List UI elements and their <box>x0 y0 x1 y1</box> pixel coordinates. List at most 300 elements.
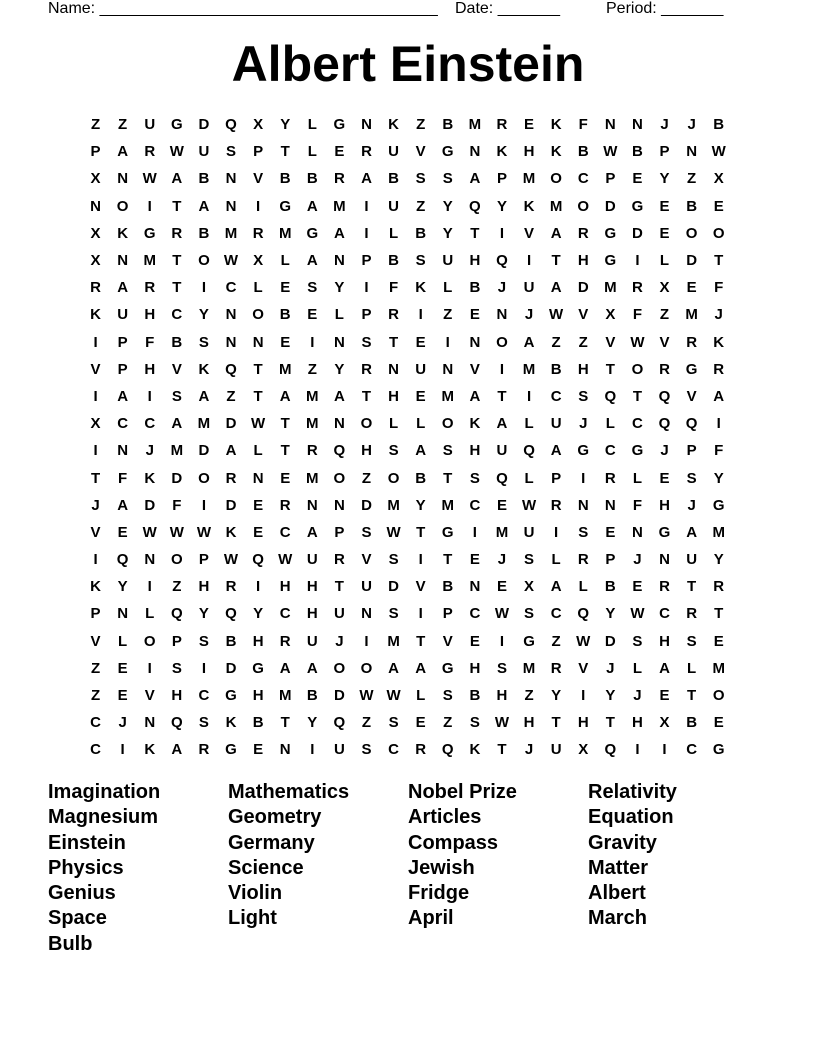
grid-letter[interactable]: K <box>550 116 562 134</box>
grid-letter[interactable]: R <box>550 659 562 677</box>
grid-letter[interactable]: U <box>306 551 318 569</box>
grid-letter[interactable]: A <box>306 197 318 215</box>
grid-letter[interactable]: P <box>198 551 209 569</box>
grid-letter[interactable]: P <box>551 469 562 487</box>
grid-letter[interactable]: B <box>442 116 454 134</box>
grid-letter[interactable]: S <box>442 687 453 705</box>
grid-letter[interactable]: M <box>278 687 292 705</box>
grid-letter[interactable]: T <box>497 387 507 405</box>
grid-letter[interactable]: U <box>550 415 562 433</box>
grid-letter[interactable]: A <box>713 387 725 405</box>
grid-letter[interactable]: Y <box>415 496 426 514</box>
grid-letter[interactable]: A <box>469 170 481 188</box>
grid-letter[interactable]: V <box>415 578 426 596</box>
grid-letter[interactable]: O <box>333 659 346 677</box>
grid-letter[interactable]: D <box>171 469 183 487</box>
grid-letter[interactable]: M <box>549 197 563 215</box>
grid-letter[interactable]: Y <box>198 306 209 324</box>
grid-letter[interactable]: Y <box>280 116 291 134</box>
grid-letter[interactable]: H <box>306 578 318 596</box>
grid-letter[interactable]: T <box>280 714 290 732</box>
grid-letter[interactable]: Q <box>685 415 698 433</box>
grid-letter[interactable]: R <box>252 224 264 242</box>
grid-letter[interactable]: H <box>252 687 264 705</box>
grid-letter[interactable]: R <box>496 116 508 134</box>
grid-letter[interactable]: Q <box>170 605 183 623</box>
grid-letter[interactable]: Z <box>443 714 453 732</box>
grid-letter[interactable]: L <box>388 415 399 433</box>
grid-letter[interactable]: N <box>604 496 616 514</box>
grid-letter[interactable]: G <box>712 741 725 759</box>
grid-letter[interactable]: T <box>172 197 182 215</box>
grid-letter[interactable]: P <box>90 143 101 161</box>
grid-letter[interactable]: U <box>361 578 372 596</box>
grid-letter[interactable]: F <box>388 279 399 297</box>
grid-letter[interactable]: A <box>117 496 129 514</box>
grid-letter[interactable]: J <box>660 116 669 134</box>
grid-letter[interactable]: I <box>554 523 559 541</box>
grid-letter[interactable]: S <box>361 333 372 351</box>
grid-letter[interactable]: A <box>523 333 535 351</box>
grid-letter[interactable]: I <box>93 551 98 569</box>
grid-letter[interactable]: G <box>604 224 617 242</box>
grid-letter[interactable]: O <box>712 224 725 242</box>
grid-letter[interactable]: B <box>225 632 237 650</box>
grid-letter[interactable]: Q <box>170 714 183 732</box>
grid-letter[interactable]: X <box>90 252 101 270</box>
grid-letter[interactable]: P <box>334 523 345 541</box>
grid-letter[interactable]: V <box>90 360 101 378</box>
grid-letter[interactable]: T <box>280 415 290 433</box>
grid-letter[interactable]: B <box>550 360 562 378</box>
grid-letter[interactable]: R <box>361 360 372 378</box>
grid-letter[interactable]: O <box>198 469 210 487</box>
grid-letter[interactable]: U <box>117 306 129 324</box>
grid-letter[interactable]: F <box>632 496 642 514</box>
grid-letter[interactable]: I <box>472 523 477 541</box>
grid-letter[interactable]: O <box>712 687 725 705</box>
grid-letter[interactable]: D <box>686 252 698 270</box>
grid-letter[interactable]: L <box>443 279 453 297</box>
grid-letter[interactable]: S <box>415 170 426 188</box>
grid-letter[interactable]: V <box>90 523 101 541</box>
grid-letter[interactable]: H <box>469 442 481 460</box>
grid-letter[interactable]: R <box>361 143 372 161</box>
grid-letter[interactable]: A <box>550 224 562 242</box>
grid-letter[interactable]: E <box>632 578 643 596</box>
grid-letter[interactable]: X <box>90 415 101 433</box>
grid-letter[interactable]: T <box>361 387 372 405</box>
grid-letter[interactable]: M <box>522 170 536 188</box>
grid-letter[interactable]: I <box>716 415 721 433</box>
grid-letter[interactable]: U <box>442 252 454 270</box>
grid-letter[interactable]: W <box>169 143 184 161</box>
grid-letter[interactable]: I <box>93 442 98 460</box>
grid-letter[interactable]: D <box>225 659 237 677</box>
grid-letter[interactable]: M <box>197 415 211 433</box>
grid-letter[interactable]: W <box>494 714 510 732</box>
grid-letter[interactable]: I <box>418 605 423 623</box>
grid-letter[interactable]: U <box>388 197 399 215</box>
grid-letter[interactable]: S <box>198 632 209 650</box>
grid-letter[interactable]: K <box>144 469 156 487</box>
grid-letter[interactable]: S <box>361 741 372 759</box>
grid-letter[interactable]: J <box>497 279 507 297</box>
grid-letter[interactable]: M <box>712 659 725 677</box>
grid-letter[interactable]: G <box>685 360 698 378</box>
grid-letter[interactable]: Z <box>551 632 561 650</box>
grid-letter[interactable]: I <box>499 224 505 242</box>
grid-letter[interactable]: L <box>253 442 263 460</box>
grid-letter[interactable]: Q <box>441 741 454 759</box>
grid-letter[interactable]: U <box>333 605 345 623</box>
grid-letter[interactable]: U <box>523 279 535 297</box>
grid-letter[interactable]: L <box>280 252 290 270</box>
grid-letter[interactable]: W <box>223 252 239 270</box>
grid-letter[interactable]: P <box>361 306 372 324</box>
grid-letter[interactable]: N <box>604 116 616 134</box>
grid-letter[interactable]: M <box>278 224 292 242</box>
grid-letter[interactable]: U <box>686 551 698 569</box>
grid-letter[interactable]: T <box>443 551 453 569</box>
grid-letter[interactable]: Z <box>687 170 697 188</box>
grid-letter[interactable]: D <box>333 687 345 705</box>
grid-letter[interactable]: V <box>659 333 670 351</box>
grid-letter[interactable]: O <box>333 469 346 487</box>
grid-letter[interactable]: I <box>147 197 152 215</box>
grid-letter[interactable]: K <box>713 333 725 351</box>
grid-letter[interactable]: W <box>386 687 401 705</box>
grid-letter[interactable]: F <box>578 116 588 134</box>
grid-letter[interactable]: M <box>604 279 617 297</box>
grid-letter[interactable]: R <box>333 551 345 569</box>
grid-letter[interactable]: N <box>117 170 129 188</box>
grid-letter[interactable]: G <box>333 116 346 134</box>
grid-letter[interactable]: N <box>333 415 345 433</box>
grid-letter[interactable]: A <box>550 442 562 460</box>
grid-letter[interactable]: N <box>225 333 237 351</box>
grid-letter[interactable]: E <box>469 306 480 324</box>
grid-letter[interactable]: Z <box>90 687 101 705</box>
grid-letter[interactable]: P <box>253 143 264 161</box>
grid-letter[interactable]: S <box>415 252 426 270</box>
grid-letter[interactable]: J <box>687 116 696 134</box>
grid-letter[interactable]: G <box>170 116 183 134</box>
grid-letter[interactable]: R <box>225 578 237 596</box>
grid-letter[interactable]: J <box>606 659 615 677</box>
grid-letter[interactable]: K <box>550 143 562 161</box>
grid-letter[interactable]: E <box>659 687 670 705</box>
grid-letter[interactable]: Y <box>198 605 209 623</box>
grid-letter[interactable]: G <box>441 659 454 677</box>
grid-letter[interactable]: Q <box>225 605 237 623</box>
grid-letter[interactable]: C <box>469 605 481 623</box>
grid-letter[interactable]: Z <box>118 116 128 134</box>
grid-letter[interactable]: Y <box>253 605 264 623</box>
grid-letter[interactable]: N <box>279 741 291 759</box>
grid-letter[interactable]: E <box>713 632 724 650</box>
grid-letter[interactable]: E <box>496 496 507 514</box>
grid-letter[interactable]: D <box>632 224 643 242</box>
grid-letter[interactable]: K <box>496 143 508 161</box>
grid-letter[interactable]: W <box>142 523 157 541</box>
grid-letter[interactable]: Q <box>225 360 237 378</box>
grid-letter[interactable]: E <box>415 714 426 732</box>
grid-letter[interactable]: O <box>170 551 183 569</box>
grid-letter[interactable]: F <box>172 496 182 514</box>
grid-letter[interactable]: R <box>659 360 670 378</box>
grid-letter[interactable]: P <box>605 170 616 188</box>
grid-letter[interactable]: A <box>306 523 318 541</box>
grid-letter[interactable]: N <box>225 170 237 188</box>
grid-letter[interactable]: I <box>93 333 98 351</box>
grid-letter[interactable]: R <box>225 469 237 487</box>
grid-letter[interactable]: H <box>496 687 508 705</box>
grid-letter[interactable]: L <box>578 578 588 596</box>
grid-letter[interactable]: K <box>469 741 481 759</box>
grid-letter[interactable]: S <box>198 714 209 732</box>
grid-letter[interactable]: B <box>252 714 264 732</box>
grid-letter[interactable]: C <box>144 415 156 433</box>
grid-letter[interactable]: I <box>120 741 125 759</box>
grid-letter[interactable]: R <box>388 306 399 324</box>
grid-letter[interactable]: J <box>335 632 344 650</box>
grid-letter[interactable]: S <box>361 523 372 541</box>
grid-letter[interactable]: M <box>522 659 536 677</box>
grid-letter[interactable]: R <box>659 578 670 596</box>
grid-letter[interactable]: A <box>388 659 399 677</box>
grid-letter[interactable]: X <box>90 224 101 242</box>
grid-letter[interactable]: N <box>388 360 399 378</box>
grid-letter[interactable]: S <box>469 714 480 732</box>
grid-letter[interactable]: T <box>687 687 697 705</box>
grid-letter[interactable]: N <box>469 578 481 596</box>
grid-letter[interactable]: L <box>632 659 642 677</box>
grid-letter[interactable]: E <box>659 224 670 242</box>
grid-letter[interactable]: C <box>686 741 698 759</box>
grid-letter[interactable]: V <box>686 387 697 405</box>
grid-letter[interactable]: N <box>632 116 643 134</box>
grid-letter[interactable]: E <box>469 632 480 650</box>
grid-letter[interactable]: R <box>279 632 291 650</box>
grid-letter[interactable]: Q <box>333 714 346 732</box>
grid-letter[interactable]: A <box>306 252 318 270</box>
grid-letter[interactable]: E <box>280 333 291 351</box>
grid-letter[interactable]: X <box>659 714 670 732</box>
grid-letter[interactable]: T <box>605 714 615 732</box>
grid-letter[interactable]: K <box>469 415 481 433</box>
grid-letter[interactable]: M <box>333 197 346 215</box>
grid-letter[interactable]: B <box>306 170 318 188</box>
grid-letter[interactable]: I <box>499 360 505 378</box>
grid-letter[interactable]: A <box>225 442 237 460</box>
grid-letter[interactable]: H <box>577 714 589 732</box>
grid-letter[interactable]: C <box>550 605 562 623</box>
grid-letter[interactable]: X <box>524 578 535 596</box>
grid-letter[interactable]: E <box>713 714 724 732</box>
grid-letter[interactable]: P <box>361 252 372 270</box>
grid-letter[interactable]: H <box>198 578 210 596</box>
grid-letter[interactable]: T <box>443 469 453 487</box>
grid-letter[interactable]: W <box>278 551 293 569</box>
grid-letter[interactable]: Q <box>496 252 508 270</box>
grid-letter[interactable]: T <box>632 387 642 405</box>
grid-letter[interactable]: A <box>117 143 129 161</box>
grid-letter[interactable]: S <box>686 632 697 650</box>
grid-letter[interactable]: T <box>416 523 426 541</box>
grid-letter[interactable]: I <box>364 197 369 215</box>
grid-letter[interactable]: Z <box>307 360 317 378</box>
grid-letter[interactable]: U <box>333 741 345 759</box>
grid-letter[interactable]: V <box>90 632 101 650</box>
grid-letter[interactable]: N <box>361 605 372 623</box>
grid-letter[interactable]: I <box>418 306 423 324</box>
grid-letter[interactable]: Z <box>443 306 453 324</box>
grid-letter[interactable]: R <box>279 496 291 514</box>
grid-letter[interactable]: V <box>469 360 480 378</box>
grid-letter[interactable]: Z <box>172 578 182 596</box>
grid-letter[interactable]: H <box>306 605 318 623</box>
grid-letter[interactable]: L <box>253 279 263 297</box>
grid-letter[interactable]: T <box>280 143 290 161</box>
grid-letter[interactable]: S <box>496 659 507 677</box>
grid-letter[interactable]: B <box>415 469 427 487</box>
grid-letter[interactable]: E <box>253 523 264 541</box>
grid-letter[interactable]: S <box>524 551 535 569</box>
grid-letter[interactable]: B <box>604 578 616 596</box>
grid-letter[interactable]: E <box>117 523 128 541</box>
grid-letter[interactable]: I <box>364 279 369 297</box>
grid-letter[interactable]: Y <box>605 605 616 623</box>
grid-letter[interactable]: A <box>117 387 129 405</box>
grid-letter[interactable]: J <box>118 714 127 732</box>
grid-letter[interactable]: A <box>198 387 210 405</box>
grid-letter[interactable]: I <box>526 387 532 405</box>
grid-letter[interactable]: Q <box>496 469 508 487</box>
grid-letter[interactable]: E <box>117 687 128 705</box>
grid-letter[interactable]: C <box>171 306 183 324</box>
grid-letter[interactable]: R <box>90 279 101 297</box>
grid-letter[interactable]: I <box>93 387 98 405</box>
grid-letter[interactable]: I <box>201 659 206 677</box>
grid-letter[interactable]: B <box>577 143 589 161</box>
grid-letter[interactable]: A <box>469 387 481 405</box>
grid-letter[interactable]: H <box>388 387 399 405</box>
grid-letter[interactable]: Z <box>361 469 372 487</box>
grid-letter[interactable]: K <box>415 279 427 297</box>
grid-letter[interactable]: U <box>496 442 508 460</box>
grid-letter[interactable]: X <box>605 306 616 324</box>
grid-letter[interactable]: V <box>171 360 182 378</box>
grid-letter[interactable]: V <box>578 306 589 324</box>
grid-letter[interactable]: Q <box>116 551 129 569</box>
grid-letter[interactable]: W <box>196 523 211 541</box>
grid-letter[interactable]: J <box>714 306 723 324</box>
grid-letter[interactable]: B <box>171 333 183 351</box>
grid-letter[interactable]: V <box>253 170 264 188</box>
grid-letter[interactable]: G <box>143 224 156 242</box>
grid-letter[interactable]: X <box>90 170 101 188</box>
grid-letter[interactable]: W <box>576 632 591 650</box>
grid-letter[interactable]: D <box>361 496 372 514</box>
grid-letter[interactable]: H <box>632 714 643 732</box>
grid-letter[interactable]: T <box>172 252 182 270</box>
grid-letter[interactable]: R <box>550 496 562 514</box>
grid-letter[interactable]: G <box>225 741 237 759</box>
grid-letter[interactable]: P <box>117 333 128 351</box>
grid-letter[interactable]: E <box>496 578 507 596</box>
grid-letter[interactable]: M <box>387 632 400 650</box>
grid-letter[interactable]: T <box>714 605 724 623</box>
grid-letter[interactable]: W <box>223 551 239 569</box>
grid-letter[interactable]: A <box>171 170 183 188</box>
grid-letter[interactable]: M <box>495 523 509 541</box>
grid-letter[interactable]: P <box>117 360 128 378</box>
grid-letter[interactable]: I <box>147 578 152 596</box>
grid-letter[interactable]: I <box>445 333 450 351</box>
grid-letter[interactable]: U <box>388 143 399 161</box>
grid-letter[interactable]: R <box>306 442 318 460</box>
grid-letter[interactable]: S <box>686 469 697 487</box>
grid-letter[interactable]: N <box>686 143 698 161</box>
grid-letter[interactable]: F <box>632 306 642 324</box>
grid-letter[interactable]: P <box>605 551 616 569</box>
grid-letter[interactable]: V <box>578 659 589 677</box>
grid-letter[interactable]: Q <box>577 605 590 623</box>
grid-letter[interactable]: Y <box>442 197 453 215</box>
grid-letter[interactable]: B <box>632 143 643 161</box>
grid-letter[interactable]: S <box>524 605 535 623</box>
grid-letter[interactable]: N <box>144 551 156 569</box>
grid-letter[interactable]: P <box>442 605 453 623</box>
grid-letter[interactable]: Y <box>713 551 724 569</box>
grid-letter[interactable]: R <box>198 741 210 759</box>
grid-letter[interactable]: D <box>144 496 156 514</box>
grid-letter[interactable]: X <box>253 116 264 134</box>
grid-letter[interactable]: Z <box>551 333 561 351</box>
grid-letter[interactable]: E <box>524 116 535 134</box>
grid-letter[interactable]: U <box>523 523 535 541</box>
grid-letter[interactable]: J <box>633 551 642 569</box>
grid-letter[interactable]: N <box>117 442 129 460</box>
grid-letter[interactable]: A <box>333 224 345 242</box>
grid-letter[interactable]: A <box>686 523 698 541</box>
grid-letter[interactable]: G <box>631 197 644 215</box>
grid-letter[interactable]: B <box>713 116 725 134</box>
grid-letter[interactable]: J <box>524 306 534 324</box>
grid-letter[interactable]: N <box>442 360 454 378</box>
grid-letter[interactable]: M <box>522 360 536 378</box>
grid-letter[interactable]: P <box>496 170 507 188</box>
grid-letter[interactable]: S <box>388 551 399 569</box>
grid-letter[interactable]: A <box>117 279 129 297</box>
grid-letter[interactable]: I <box>418 551 423 569</box>
grid-letter[interactable]: S <box>307 279 318 297</box>
grid-letter[interactable]: A <box>171 741 183 759</box>
grid-letter[interactable]: S <box>388 442 399 460</box>
grid-letter[interactable]: T <box>470 224 480 242</box>
grid-letter[interactable]: R <box>686 605 698 623</box>
grid-letter[interactable]: Q <box>333 442 346 460</box>
grid-letter[interactable]: M <box>306 469 319 487</box>
grid-letter[interactable]: I <box>201 279 206 297</box>
grid-letter[interactable]: S <box>388 605 399 623</box>
grid-letter[interactable]: F <box>145 333 155 351</box>
grid-letter[interactable]: T <box>551 252 561 270</box>
grid-letter[interactable]: A <box>415 442 427 460</box>
grid-letter[interactable]: K <box>144 741 156 759</box>
grid-letter[interactable]: O <box>550 170 562 188</box>
